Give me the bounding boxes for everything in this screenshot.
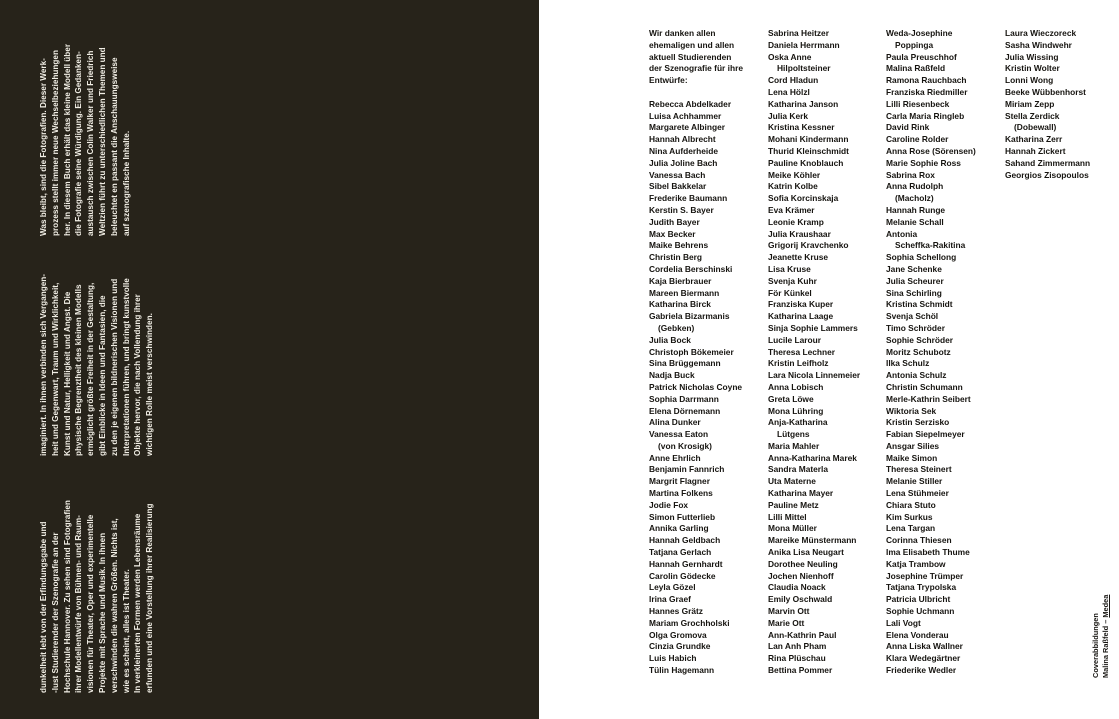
name-entry: Meike Köhler [768,169,821,180]
names-column-4 [1005,28,1090,181]
name-entry: Julia Joline Bach [649,157,718,168]
name-entry: David Rink [886,122,930,133]
name-entry: Pauline Metz [768,499,819,510]
name-entry: Sophia Schellong [886,252,957,263]
text-line: auf szenografische Inhalte. [121,130,131,236]
name-entry: Caroline Rolder [886,134,949,145]
name-entry: Leyla Gözel [649,582,696,593]
text-line: her. In diesem Buch erhält das kleine Modell über [62,43,72,236]
name-entry: Cinzia Grundke [649,641,711,652]
name-entry: Friederike Wedler [886,665,957,676]
name-entry: Ann-Kathrin Paul [768,629,837,640]
name-entry: Bettina Pommer [768,665,833,676]
text-line: imaginiert. In ihnen verbinden sich Vergangen- [39,274,48,456]
name-entry: Fabian Siepelmeyer [886,429,965,440]
caption-title: Coverabbildungen [1091,613,1100,678]
name-entry: Mona Lühring [768,405,824,416]
name-entry: Julia Kerk [768,110,809,121]
text-line: die Fotografie seine Würdigung. Ein Gedanken- [74,51,84,236]
name-entry: Pauline Knoblauch [768,157,844,168]
name-entry: Sina Brüggemann [649,358,721,369]
name-entry: Anna Liska Wallner [886,641,963,652]
name-entry: Ramona Rauchbach [886,75,967,86]
name-entry: Sasha Windwehr [1005,39,1072,50]
name-entry: Kaja Bierbrauer [649,275,712,286]
name-entry: Scheffka-Rakitina [895,240,966,251]
name-entry: Ansgar Silies [886,440,940,451]
name-entry: Sophie Schröder [886,334,954,345]
name-entry: Josephine Trümper [886,570,964,581]
name-entry: Lilli Riesenbeck [886,98,950,109]
name-entry: Sandra Materla [768,464,829,475]
name-entry: (Dobewall) [1014,122,1057,133]
name-entry: Julia Wissing [1005,51,1059,62]
name-entry: Sahand Zimmermann [1005,157,1091,168]
name-entry: Tatjana Trypolska [886,582,957,593]
name-entry: Sabrina Rox [886,169,935,180]
name-entry: Anika Lisa Neugart [768,547,844,558]
name-entry: Jodie Fox [649,499,689,510]
name-entry: Hannes Grätz [649,606,703,617]
name-entry: Grigorij Kravchenko [768,240,849,251]
name-entry: Antonia [886,228,918,239]
name-entry: Mona Müller [768,523,817,534]
name-entry: Gabriela Bizarmanis [649,311,730,322]
name-entry: Laura Wieczoreck [1005,28,1077,38]
text-line: Projekte mit Sprache und Musik. In ihnen [97,532,107,693]
text-line: ermöglicht größte Freiheit in der Gestaltung, [86,282,96,456]
name-entry: Julia Bock [649,334,691,345]
name-entry: Lena Stühmeier [886,488,949,499]
name-entry: Sofia Korcinskaja [768,193,839,204]
intro-line: Entwürfe: [649,75,688,86]
name-entry: Hannah Albrecht [649,134,716,145]
name-entry: Katharina Zerr [1005,134,1063,145]
name-entry: Rina Plüschau [768,653,826,664]
name-entry: Daniela Herrmann [768,39,840,50]
name-entry: Simon Futterlieb [649,511,716,522]
name-entry: Max Becker [649,228,696,239]
text-line: Hochschule Hannover. Zu sehen sind Fotografien [62,500,72,693]
name-entry: Lali Vogt [886,617,921,628]
text-line: erfunden und eine Vorstellung ihrer Realisierung [145,503,155,693]
name-entry: Frederike Baumann [649,193,728,204]
name-entry: Julia Scheurer [886,275,944,286]
name-entry: Irina Graef [649,594,691,605]
name-entry: Mareen Biermann [649,287,720,298]
name-entry: Klara Wedegärtner [886,653,961,664]
name-entry: Thurid Kleinschmidt [768,145,849,156]
name-entry: Paula Preuschhof [886,51,957,62]
name-entry: Oska Anne [768,51,812,62]
text-line: dunkelheit lebt von der Erfindungsgabe und [39,521,48,693]
text-line: beleuchtet en passant die Anschauungsweise [109,57,119,236]
name-entry: Katja Trambow [886,558,946,569]
name-entry: Mariam Grochholski [649,617,730,628]
name-entry: Vanessa Bach [649,169,706,180]
name-entry: Anne Ehrlich [649,452,701,463]
name-entry: Elena Dörnemann [649,405,721,416]
text-line: Objekte hervor, die nach Vollendung ihrer [133,294,143,456]
name-entry: Tatjana Gerlach [649,547,712,558]
name-entry: Luis Habich [649,653,697,664]
text-block-1 [38,498,156,693]
name-entry: Judith Bayer [649,216,700,227]
name-entry: Margrit Flagner [649,476,710,487]
name-entry: Hilpoltsteiner [777,63,831,74]
name-entry: Claudia Noack [768,582,826,593]
name-entry: Lütgens [777,429,810,440]
name-entry: Katharina Mayer [768,488,834,499]
name-entry: Christin Berg [649,252,703,263]
name-entry: Carolin Gödecke [649,570,716,581]
name-entry: Maike Simon [886,452,938,463]
name-entry: Patrick Nicholas Coyne [649,381,743,392]
name-entry: Jane Schenke [886,263,942,274]
name-entry: Sibel Bakkelar [649,181,707,192]
name-entry: Beeke Wübbenhorst [1005,86,1086,97]
name-entry: Marie Ott [768,617,805,628]
name-entry: Eva Krämer [768,204,815,215]
name-entry: Wiktoria Sek [886,405,937,416]
text-block-3 [38,41,132,236]
name-entry: Svenja Kuhr [768,275,817,286]
name-entry: Lena Hölzl [768,86,810,97]
name-entry: Anna-Katharina Marek [768,452,857,463]
name-entry: Hannah Runge [886,204,946,215]
name-entry: (von Krosigk) [658,440,712,451]
name-entry: Lan Anh Pham [768,641,827,652]
name-entry: Vanessa Eaton [649,429,709,440]
name-entry: Kristina Kessner [768,122,835,133]
name-entry: Emily Oschwald [768,594,833,605]
name-entry: Cord Hladun [768,75,819,86]
text-line: -lust Studierender der Szenografie an der [50,532,60,693]
name-entry: Ima Elisabeth Thume [886,547,970,558]
name-entry: Hannah Zickert [1005,145,1066,156]
name-entry: Mohani Kindermann [768,134,849,145]
name-entry: Nina Aufderheide [649,145,719,156]
name-entry: Jeanette Kruse [768,252,829,263]
text-line: Interpretationen führen, und bringt kunstvolle [121,278,131,456]
name-entry: Uta Materne [768,476,816,487]
name-entry: Katharina Laage [768,311,834,322]
name-entry: Kerstin S. Bayer [649,204,714,215]
text-line: ihrer Modellentwürfe von Bühnen- und Raum- [74,515,84,693]
name-entry: Malina Raßfeld [886,63,946,74]
name-entry: Moritz Schubotz [886,346,951,357]
text-block-2 [38,261,156,456]
name-entry: Lena Targan [886,523,936,534]
text-line: Kunst und Natur, Helligkeit und Angst. Die [62,291,72,456]
intro-line: der Szenografie für ihre [649,63,744,74]
name-entry: För Künkel [768,287,812,298]
name-entry: Melanie Schall [886,216,944,227]
name-entry: Sabrina Heitzer [768,28,829,38]
name-entry: Lonni Wong [1005,75,1054,86]
text-line: verschwinden die wahren Größen. Nichts ist, [109,518,119,693]
caption-artist: Malina Raßfeld – [1100,617,1110,678]
text-line: wie es scheint, alles ist Theater. [121,569,131,693]
text-line: heit und Gegenwart, Traum und Wirklichkeit, [50,282,60,456]
name-entry: Hannah Gernhardt [649,558,723,569]
name-entry: Kristin Leifholz [768,358,829,369]
name-entry: Mareike Münstermann [768,535,857,546]
name-entry: Nadja Buck [649,370,695,381]
name-entry: Sinja Sophie Lammers [768,322,858,333]
name-entry: (Gebken) [658,322,695,333]
right-page [539,0,1119,719]
name-entry: Kristin Serzisko [886,417,950,428]
text-line: austausch zwischen Colin Walker und Friedrich [86,50,96,236]
name-entry: Georgios Zisopoulos [1005,169,1089,180]
text-line: visionen für Theater, Oper und experimentelle [86,514,96,693]
name-entry: Greta Löwe [768,393,814,404]
name-entry: Christoph Bökemeier [649,346,734,357]
name-entry: Lara Nicola Linnemeier [768,370,861,381]
name-entry: Katharina Birck [649,299,711,310]
names-column-2 [768,28,860,677]
name-entry: Rebecca Abdelkader [649,98,732,109]
text-line: Weltzien führt zu unterschiedlichen Themen und [97,47,107,236]
name-entry: Alina Dunker [649,417,701,428]
names-column-3 [886,28,976,677]
name-entry: Theresa Lechner [768,346,836,357]
spacer [649,87,743,99]
names-column-1 [649,28,743,677]
name-entry: Jochen Nienhoff [768,570,834,581]
name-entry: Svenja Schöl [886,311,939,322]
name-entry: Olga Gromova [649,629,707,640]
name-entry: Julia Kraushaar [768,228,831,239]
name-entry: Maria Mahler [768,440,820,451]
text-line: gibt Einblicke in Ideen und Fantasien, die [97,295,107,456]
name-entry: (Macholz) [895,193,934,204]
intro-line: Wir danken allen [649,28,716,38]
name-entry: Anna Lobisch [768,381,824,392]
intro-line: aktuell Studierenden [649,51,732,62]
name-entry: Timo Schröder [886,322,945,333]
name-entry: Lilli Mittel [768,511,807,522]
name-entry: Anja-Katharina [768,417,828,428]
name-entry: Cordelia Berschinski [649,263,733,274]
name-entry: Anna Rose (Sörensen) [886,145,976,156]
name-entry: Franziska Riedmiller [886,86,968,97]
name-entry: Luisa Achhammer [649,110,722,121]
name-entry: Maike Behrens [649,240,709,251]
caption-work: Medea [1100,594,1110,618]
name-entry: Kim Surkus [886,511,933,522]
name-entry: Hannah Geldbach [649,535,721,546]
name-entry: Marie Sophie Ross [886,157,961,168]
name-entry: Franziska Kuper [768,299,834,310]
name-entry: Marvin Ott [768,606,810,617]
left-page [0,0,539,719]
name-entry: Sophia Darrmann [649,393,719,404]
name-entry: Sina Schirling [886,287,942,298]
text-line: zu den je eigenen bildnerischen Visionen und [109,278,119,456]
name-entry: Poppinga [895,39,934,50]
name-entry: Anna Rudolph [886,181,944,192]
name-entry: Corinna Thiesen [886,535,952,546]
name-entry: Carla Maria Ringleb [886,110,965,121]
caption-credit [1101,595,1111,678]
name-entry: Antonia Schulz [886,370,947,381]
name-entry: Merle-Kathrin Seibert [886,393,971,404]
name-entry: Christin Schumann [886,381,963,392]
name-entry: Theresa Steinert [886,464,952,475]
name-entry: Elena Vonderau [886,629,949,640]
text-line: prozess stellt immer neue Wechselbeziehungen [50,50,60,236]
name-entry: Martina Folkens [649,488,713,499]
name-entry: Melanie Stiller [886,476,943,487]
text-line: In verkleinerten Formen werden Lebensräume [133,513,143,693]
name-entry: Lisa Kruse [768,263,811,274]
name-entry: Dorothee Neuling [768,558,838,569]
name-entry: Kristina Schmidt [886,299,953,310]
name-entry: Ilka Schulz [886,358,930,369]
name-entry: Lucile Larour [768,334,822,345]
name-entry: Annika Garling [649,523,709,534]
name-entry: Miriam Zepp [1005,98,1055,109]
cover-caption [1091,595,1110,678]
name-entry: Kristin Wolter [1005,63,1060,74]
name-entry: Chiara Stuto [886,499,936,510]
name-entry: Benjamin Fannrich [649,464,725,475]
name-entry: Weda-Josephine [886,28,953,38]
name-entry: Katrin Kolbe [768,181,818,192]
text-line: physische Begrenztheit des kleinen Modells [74,284,84,456]
name-entry: Patricia Ulbricht [886,594,951,605]
text-line: Was bleibt, sind die Fotografien. Dieser Werk- [39,58,48,236]
name-entry: Margarete Albinger [649,122,726,133]
intro-line: ehemaligen und allen [649,39,735,50]
name-entry: Stella Zerdick [1005,110,1060,121]
name-entry: Sophie Uchmann [886,606,955,617]
name-entry: Leonie Kramp [768,216,824,227]
name-entry: Katharina Janson [768,98,839,109]
text-line: wichtigen Rolle meist verschwinden. [145,313,155,456]
name-entry: Tülin Hagemann [649,665,715,676]
